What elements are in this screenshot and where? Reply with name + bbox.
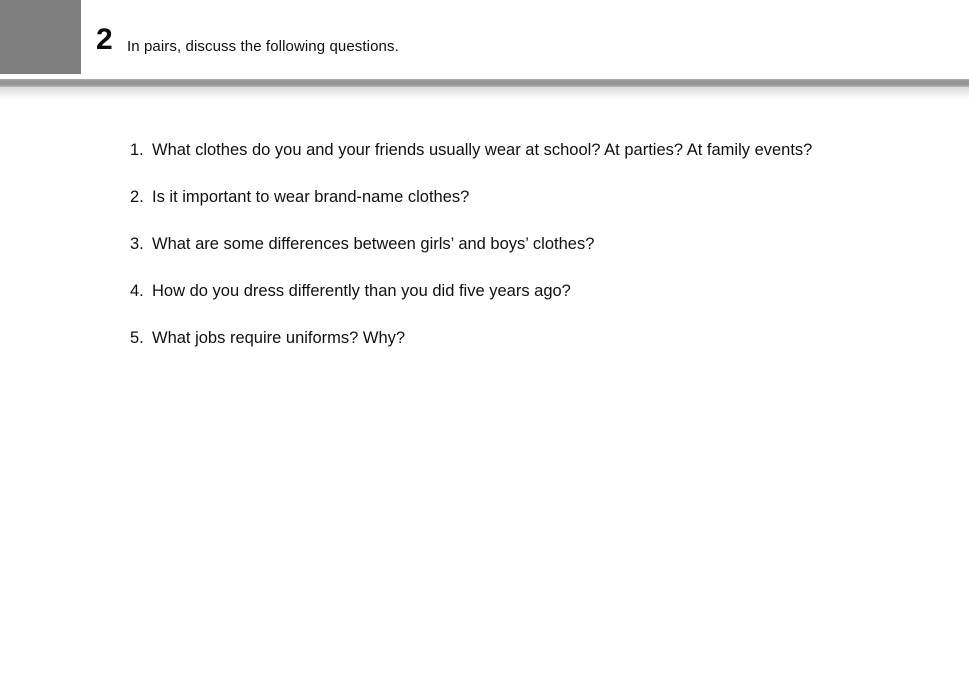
question-text: What clothes do you and your friends usually wear at school? At parties? At family events? xyxy=(152,141,813,159)
question-number: 1. xyxy=(130,141,144,159)
divider-bar xyxy=(0,79,969,87)
exercise-instruction: In pairs, discuss the following questions. xyxy=(127,38,399,55)
question-number: 3. xyxy=(130,235,144,253)
question-item xyxy=(130,282,812,300)
question-item xyxy=(130,188,812,206)
corner-square xyxy=(0,0,81,74)
question-number: 5. xyxy=(130,329,144,347)
question-text: What are some differences between girls’ and boys’ clothes? xyxy=(152,235,595,253)
question-item xyxy=(130,329,812,347)
divider-shadow xyxy=(0,87,969,99)
question-text: Is it important to wear brand-name clothes? xyxy=(152,188,470,206)
question-item xyxy=(130,141,812,159)
question-item xyxy=(130,235,812,253)
question-number: 2. xyxy=(130,188,144,206)
question-text: How do you dress differently than you did five years ago? xyxy=(152,282,571,300)
exercise-number: 2 xyxy=(96,23,113,56)
discussion-questions-list xyxy=(130,141,812,376)
question-text: What jobs require uniforms? Why? xyxy=(152,329,406,347)
question-number: 4. xyxy=(130,282,144,300)
